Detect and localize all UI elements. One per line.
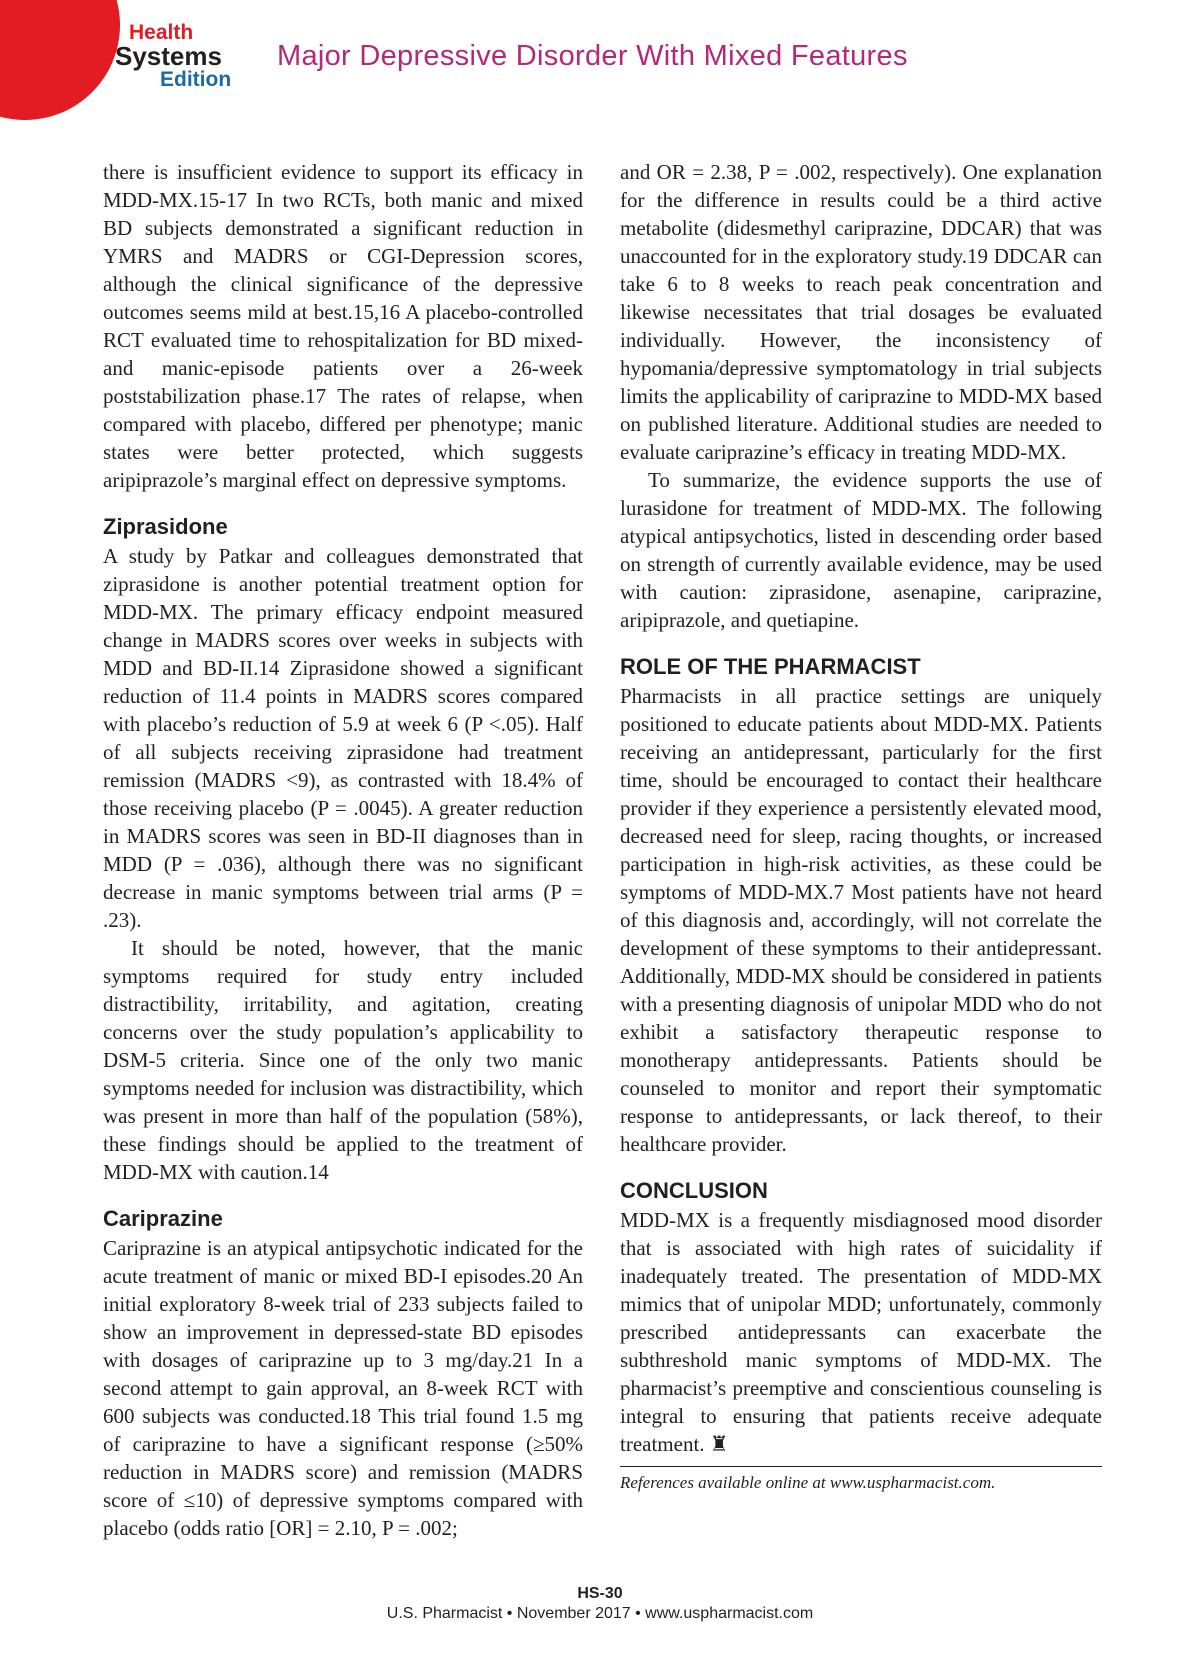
heading-role-of-pharmacist: ROLE OF THE PHARMACIST [620, 654, 921, 679]
right-paragraph-2: To summarize, the evidence supports the use of lurasidone for treatment of MDD-MX. The following atypical antipsychotics, listed in descending order based on strength of currently available evidence, may be used with caution: ziprasidone, asenapine, cariprazine, aripiprazole, and quetiapine. [620, 468, 1102, 632]
right-paragraph-3: Pharmacists in all practice settings are uniquely positioned to educate patients about MDD-MX. Patients receiving an antidepressant, particularly for the first time, should be encouraged to contact their healthcare provider if they experience a persistently elevated mood, decreased need for sleep, racing thoughts, or increased participation in high-risk activities, as these could be symptoms of MDD-MX.7 Most patients have not heard of this diagnosis and, accordingly, will not correlate the development of these symptoms to their antidepressant. Additionally, MDD-MX should be considered in patients with a presenting diagnosis of unipolar MDD who do not exhibit a satisfactory therapeutic response to monotherapy antidepressants. Patients should be counseled to monitor and report their symptomatic response to antidepressants, or lack thereof, to their healthcare provider. [620, 684, 1102, 1156]
heading-conclusion: CONCLUSION [620, 1178, 768, 1203]
footer-citation: U.S. Pharmacist • November 2017 • www.uspharmacist.com [386, 1605, 814, 1622]
references-note: References available online at www.uspharmacist.com. [620, 1466, 1102, 1497]
page-number: HS-30 [577, 1585, 623, 1602]
left-paragraph-4: Cariprazine is an atypical antipsychotic indicated for the acute treatment of manic or mixed BD-I episodes.20 An initial exploratory 8-week trial of 233 subjects failed to show an improvement in depressed-state BD episodes with dosages of cariprazine up to 3 mg/day.21 In a second attempt to gain approval, an 8-week RCT with 600 subjects was conducted.18 This trial found 1.5 mg of cariprazine to have a significant response (≥50% reduction in MADRS score) and remission (MADRS score of ≤10) of depressive symptoms compared with placebo (odds ratio [OR] = 2.10, P = .002; [103, 1236, 583, 1540]
edition-logo [115, 22, 231, 90]
heading-cariprazine: Cariprazine [103, 1206, 223, 1231]
corner-decoration [0, 0, 120, 120]
left-paragraph-2: A study by Patkar and colleagues demonstrated that ziprasidone is another potential treatment option for MDD-MX. The primary efficacy endpoint measured change in MADRS scores over weeks in subjects with MDD and BD-II.14 Ziprasidone showed a significant reduction of 11.4 points in MADRS scores compared with placebo’s reduction of 5.9 at week 6 (P <.05). Half of all subjects receiving ziprasidone had treatment remission (MADRS <9), as contrasted with 18.4% of those receiving placebo (P = .0045). A greater reduction in MADRS scores was seen in BD-II diagnoses than in MDD (P = .036), although there was no significant decrease in manic symptoms between trial arms (P = .23). [103, 544, 583, 932]
left-column [103, 158, 583, 1542]
heading-ziprasidone: Ziprasidone [103, 514, 228, 539]
right-paragraph-1: and OR = 2.38, P = .002, respectively). One explanation for the difference in results could be a third active metabolite (didesmethyl cariprazine, DDCAR) that was unaccounted for in the exploratory study.19 DDCAR can take 6 to 8 weeks to reach peak concentration and likewise necessitates that trial dosages be evaluated individually. However, the inconsistency of hypomania/depressive symptomatology in trial subjects limits the applicability of cariprazine to MDD-MX based on published literature. Additional studies are needed to evaluate cariprazine’s efficacy in treating MDD-MX. [620, 160, 1102, 464]
right-column [620, 158, 1102, 1497]
left-paragraph-3: It should be noted, however, that the manic symptoms required for study entry included distractibility, irritability, and agitation, creating concerns over the study population’s applicability to DSM-5 criteria. Since one of the only two manic symptoms needed for inclusion was distractibility, which was present in more than half of the population (58%), these findings should be applied to the treatment of MDD-MX with caution.14 [103, 936, 583, 1184]
brand-line-health: Health [129, 21, 194, 44]
right-paragraph-4: MDD-MX is a frequently misdiagnosed mood disorder that is associated with high rates of suicidality if inadequately treated. The presentation of MDD-MX mimics that of unipolar MDD; unfortunately, commonly prescribed antidepressants can exacerbate the subthreshold manic symptoms of MDD-MX. The pharmacist’s preemptive and conscientious counseling is integral to ensuring that patients receive adequate treatment. ♜ [620, 1208, 1102, 1456]
brand-line-edition: Edition [160, 68, 232, 91]
left-paragraph-1: there is insufficient evidence to support its efficacy in MDD-MX.15-17 In two RCTs, both manic and mixed BD subjects demonstrated a significant reduction in YMRS and MADRS or CGI-Depression scores, although the clinical significance of the depressive outcomes seems mild at best.15,16 A placebo-controlled RCT evaluated time to rehospitalization for BD mixed- and manic-episode patients over a 26-week poststabilization phase.17 The rates of relapse, when compared with placebo, differed per phenotype; manic states were better protected, which suggests aripiprazole’s marginal effect on depressive symptoms. [103, 160, 583, 492]
page-header-title: Major Depressive Disorder With Mixed Features [277, 40, 908, 72]
page-footer [0, 1585, 1200, 1623]
brand-line-systems: Systems [115, 41, 222, 71]
